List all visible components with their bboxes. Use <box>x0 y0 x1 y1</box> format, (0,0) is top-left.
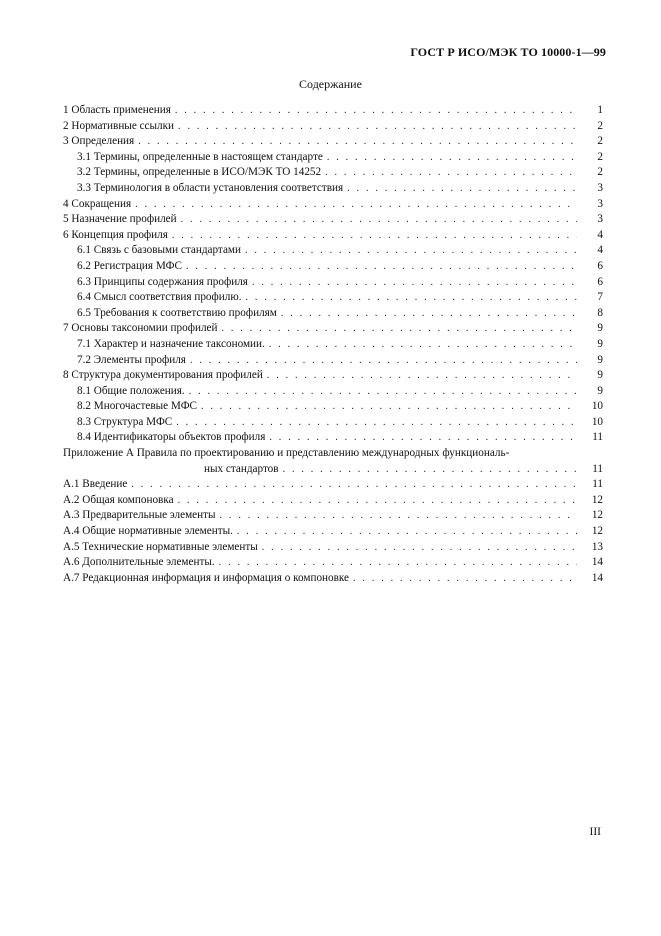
toc-entry-8-4[interactable] <box>63 430 603 446</box>
toc-entry-text: 7 Основы таксономии профилей <box>63 322 218 335</box>
toc-entry-text: А.6 Дополнительные элементы. <box>63 556 215 569</box>
toc-entry-text: 8.4 Идентификаторы объектов профиля <box>77 431 266 444</box>
toc-entry-page: 12 <box>591 509 603 522</box>
toc-entry-a-6[interactable] <box>63 555 603 571</box>
toc-entry-page: 14 <box>591 556 603 569</box>
toc-entry-a-4[interactable] <box>63 524 603 540</box>
toc-entry-text: А.2 Общая компоновка <box>63 493 174 506</box>
toc-entry-page: 3 <box>597 181 603 194</box>
toc-entry-7-2[interactable] <box>63 353 603 369</box>
toc-entry-6[interactable] <box>63 228 603 244</box>
toc-entry-text: 6 Концепция профиля <box>63 228 168 241</box>
dot-leader <box>221 321 577 336</box>
dot-leader <box>219 555 577 570</box>
toc-entry-3[interactable] <box>63 134 603 150</box>
toc-entry-text: 3 Определения <box>63 135 135 148</box>
toc-entry-text: 3.1 Термины, определенные в настоящем стандарте <box>77 150 323 163</box>
toc-entry-annex-a-heading[interactable] <box>63 446 603 462</box>
toc-entry-text: А.4 Общие нормативные элементы. <box>63 525 233 538</box>
toc-entry-page: 7 <box>597 291 603 304</box>
toc-entry-3-3[interactable] <box>63 181 603 197</box>
toc-entry-page: 10 <box>591 400 603 413</box>
toc-entry-a-7[interactable] <box>63 571 603 587</box>
dot-leader <box>325 165 577 180</box>
toc-entry-5[interactable] <box>63 212 603 228</box>
toc-entry-page: 10 <box>591 415 603 428</box>
dot-leader <box>245 243 577 258</box>
dot-leader <box>201 399 577 414</box>
toc-entry-8[interactable] <box>63 368 603 384</box>
dot-leader <box>178 493 577 508</box>
dot-leader <box>172 228 577 243</box>
toc-entry-6-2[interactable] <box>63 259 603 275</box>
toc-entry-text: 3.3 Терминология в области установления соответствия <box>77 181 344 194</box>
toc-entry-text: 6.4 Смысл соответствия профилю. <box>77 291 242 304</box>
dot-leader <box>175 103 577 118</box>
toc-entry-8-2[interactable] <box>63 399 603 415</box>
toc-entry-6-5[interactable] <box>63 306 603 322</box>
toc-entry-6-4[interactable] <box>63 290 603 306</box>
toc-entry-page: 9 <box>597 322 603 335</box>
dot-leader <box>267 368 577 383</box>
page-number: III <box>589 826 601 838</box>
toc-entry-page: 13 <box>591 540 603 553</box>
toc-entry-page: 6 <box>597 259 603 272</box>
toc-entry-3-1[interactable] <box>63 150 603 166</box>
dot-leader <box>181 212 577 227</box>
toc-entry-text: 1 Область применения <box>63 104 171 116</box>
toc-entry-page: 11 <box>592 462 603 475</box>
dot-leader <box>186 259 577 274</box>
toc-entry-text: 6.5 Требования к соответствию профилям <box>77 306 277 319</box>
table-of-contents <box>63 103 603 586</box>
toc-entry-text: ных стандартов <box>204 462 279 475</box>
dot-leader <box>246 290 577 305</box>
dot-leader <box>262 540 577 555</box>
toc-entry-page: 6 <box>597 275 603 288</box>
toc-entry-page: 9 <box>597 384 603 397</box>
toc-entry-page: 11 <box>592 478 603 491</box>
dot-leader <box>220 508 577 523</box>
toc-entry-page: 9 <box>597 353 603 366</box>
dot-leader <box>347 181 577 196</box>
dot-leader <box>176 415 577 430</box>
toc-entry-text: 7.2 Элементы профиля <box>77 353 186 366</box>
dot-leader <box>327 150 577 165</box>
toc-entry-text: Приложение А Правила по проектированию и представлению международных функциональ- <box>63 447 510 460</box>
toc-entry-page: 2 <box>597 135 603 148</box>
toc-entry-4[interactable] <box>63 197 603 213</box>
dot-leader <box>353 571 577 586</box>
toc-entry-text: 7.1 Характер и назначение таксономии. <box>77 337 265 350</box>
toc-entry-1[interactable] <box>63 103 603 119</box>
toc-entry-page: 12 <box>591 525 603 538</box>
toc-title: Содержание <box>299 77 362 91</box>
toc-entry-a-5[interactable] <box>63 540 603 556</box>
toc-entry-page: 8 <box>597 306 603 319</box>
toc-entry-page: 11 <box>592 431 603 444</box>
toc-entry-page: 3 <box>597 197 603 210</box>
toc-entry-text: 2 Нормативные ссылки <box>63 119 175 132</box>
toc-entry-page: 2 <box>597 150 603 163</box>
toc-entry-3-2[interactable] <box>63 165 603 181</box>
dot-leader <box>237 524 577 539</box>
toc-entry-text: 8.1 Общие положения. <box>77 384 185 397</box>
toc-entry-7[interactable] <box>63 321 603 337</box>
dot-leader <box>281 306 577 321</box>
dot-leader <box>138 134 577 149</box>
toc-entry-text: А.3 Предварительные элементы <box>63 509 216 522</box>
toc-entry-text: 8.3 Структура МФС <box>77 415 173 428</box>
dot-leader <box>190 353 577 368</box>
toc-entry-text: А.5 Технические нормативные элементы <box>63 540 258 553</box>
toc-entry-page: 4 <box>597 228 603 241</box>
toc-entry-text: 3.2 Термины, определенные в ИСО/МЭК ТО 14252 <box>77 166 322 179</box>
toc-entry-text: 4 Сокращения <box>63 197 132 210</box>
toc-entry-page: 9 <box>597 369 603 382</box>
toc-entry-text: А.1 Введение <box>63 478 128 491</box>
toc-entry-page: 3 <box>597 213 603 226</box>
toc-entry-page: 1 <box>597 104 603 116</box>
dot-leader <box>269 430 577 445</box>
dot-leader <box>189 384 577 399</box>
dot-leader <box>135 197 577 212</box>
toc-entry-a-1[interactable] <box>63 477 603 493</box>
toc-entry-page: 12 <box>591 493 603 506</box>
dot-leader <box>252 275 577 290</box>
toc-entry-6-3[interactable] <box>63 275 603 291</box>
toc-entry-text: 6.1 Связь с базовыми стандартами <box>77 244 241 257</box>
toc-entry-page: 9 <box>597 337 603 350</box>
dot-leader <box>283 462 577 477</box>
toc-entry-text: А.7 Редакционная информация и информация о компоновке <box>63 571 350 584</box>
toc-entry-text: 8 Структура документирования профилей <box>63 369 263 382</box>
toc-entry-page: 2 <box>597 119 603 132</box>
toc-entry-8-1[interactable] <box>63 384 603 400</box>
document-header: ГОСТ Р ИСО/МЭК ТО 10000-1—99 <box>410 45 606 59</box>
toc-entry-2[interactable] <box>63 119 603 135</box>
toc-entry-a-3[interactable] <box>63 508 603 524</box>
toc-entry-text: 6.3 Принципы содержания профиля <box>77 275 248 288</box>
toc-entry-page: 2 <box>597 166 603 179</box>
dot-leader <box>269 337 577 352</box>
toc-entry-6-1[interactable] <box>63 243 603 259</box>
dot-leader <box>131 477 577 492</box>
toc-entry-text: 6.2 Регистрация МФС <box>77 259 182 272</box>
toc-entry-page: 4 <box>597 244 603 257</box>
dot-leader <box>178 119 577 134</box>
toc-entry-page: 14 <box>591 571 603 584</box>
toc-entry-8-3[interactable] <box>63 415 603 431</box>
toc-entry-text: 8.2 Многочастевые МФС <box>77 400 197 413</box>
toc-entry-text: 5 Назначение профилей <box>63 213 177 226</box>
toc-entry-a-2[interactable] <box>63 493 603 509</box>
toc-entry-7-1[interactable] <box>63 337 603 353</box>
toc-entry-annex-a[interactable] <box>63 462 603 478</box>
